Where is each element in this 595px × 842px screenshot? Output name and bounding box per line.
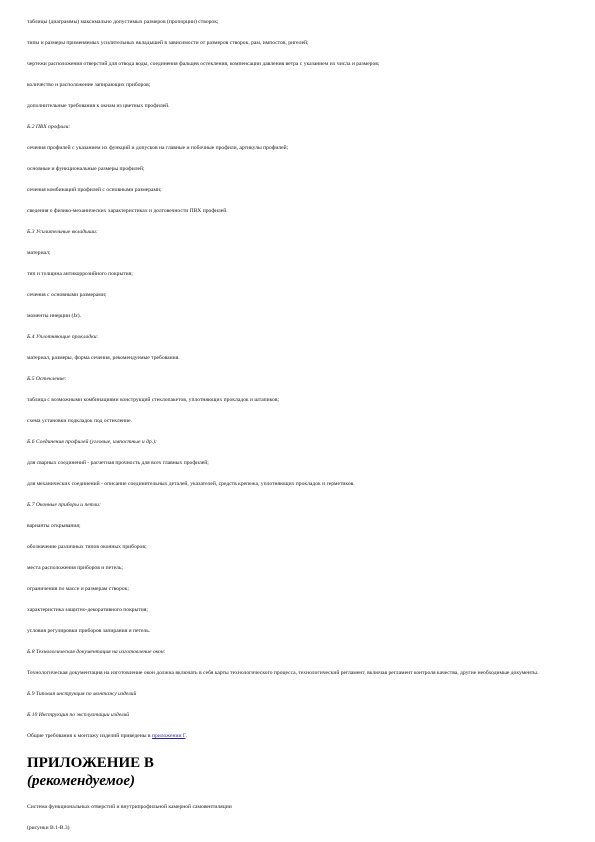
text-line: таблица с возможными комбинациями конструкций стеклопакетов, уплотняющих прокладок и штапиков; (27, 397, 280, 403)
inertia-prefix: моменты инерции ( (27, 313, 74, 319)
text-line: ограничения по массе и размерам створок; (27, 586, 129, 592)
mount-note (27, 733, 575, 740)
text-line: типы и размеры применяемых усилительных вкладышей в зависимости от размеров створок, рам, импостов, ригелей; (27, 40, 309, 46)
text-line: материал; (27, 250, 51, 256)
text-line: условия регулировки приборов запирания и петель. (27, 628, 151, 634)
mount-note-suffix: . (185, 733, 187, 739)
appendix-subtitle: (рекомендуемое) (27, 773, 135, 789)
section-title-b3: Б.3 Усилительные вкладыши: (27, 229, 98, 235)
appendix-caption: Система функциональных отверстий и внутрипрофильной камерной самовентиляции (27, 804, 232, 810)
section-title-b10: Б.10 Инструкция по эксплуатации изделий (27, 712, 130, 718)
section-title-b8: Б.8 Технологическая документация на изготовление окон: (27, 649, 166, 655)
section-title-b5: Б.5 Остекление: (27, 376, 67, 382)
text-line: характеристика защитно-декоративного покрытия; (27, 607, 148, 613)
section-title-b4: Б.4 Уплотняющие прокладки: (27, 334, 99, 340)
text-line: сечения с основными размерами; (27, 292, 107, 298)
text-line: основные и функциональные размеры профилей; (27, 166, 145, 172)
section-title-b6: Б.6 Соединения профилей (угловые, импостные и др.): (27, 439, 157, 445)
appendix-figures: (рисунки В.1-В.3) (27, 825, 70, 831)
section-title-b9: Б.9 Типовая инструкция по монтажу изделий (27, 691, 137, 697)
text-line: для сварных соединений - расчетная прочность для всех главных профилей; (27, 460, 209, 466)
text-line: сведения о физико-механических характеристиках и долговечности ПВХ профилей. (27, 208, 228, 214)
text-line: сечения комбинаций профилей с основными размерами; (27, 187, 162, 193)
mount-note-prefix: Общие требования к монтажу изделий приведены в (27, 733, 152, 739)
text-line: сечения профилей с указанием их функций и допусков на главные и побочные профили, артикулы профилей; (27, 145, 289, 151)
text-line: дополнительные требования к окнам из цветных профилей. (27, 103, 170, 109)
section-title-b2: Б.2 ПВХ профили: (27, 124, 71, 130)
inertia-symbol: Ix (73, 313, 78, 319)
text-line: обозначение различных типов оконных приборов; (27, 544, 147, 550)
text-line: чертежи расположения отверстий для отвода воды, соединения фальцев остекления, компенсации давления ветра с указанием их числа и размеров; (27, 61, 380, 67)
inertia-suffix: ). (77, 313, 81, 319)
text-paragraph: Технологическая документация на изготовление окон должна включать в себя карты технологического процесса, технологический регламент, включая регламент контроля качества, другие необходимые документы. (27, 670, 539, 676)
text-line: варианты открывания; (27, 523, 81, 529)
appendix-g-link[interactable]: приложении Г (151, 733, 186, 739)
inertia-line (27, 313, 575, 320)
text-line: количество и расположение запирающих приборов; (27, 82, 151, 88)
text-line: таблицы (диаграммы) максимально допустимых размеров (пропорции) створок; (27, 19, 219, 25)
section-title-b7: Б.7 Оконные приборы и петли: (27, 502, 101, 508)
text-line: для механических соединений - описание соединительных деталей, указателей, средств крепежа, уплотняющих прокладок и герметиков. (27, 481, 355, 487)
text-line: места расположения приборов и петель; (27, 565, 123, 571)
appendix-title: ПРИЛОЖЕНИЕ В (27, 755, 154, 771)
text-line: схема установки подкладок под остекление. (27, 418, 133, 424)
text-line: тип и толщина антикоррозийного покрытия; (27, 271, 133, 277)
text-line: материал, размеры, форма сечения, рекомендуемые требования. (27, 355, 180, 361)
